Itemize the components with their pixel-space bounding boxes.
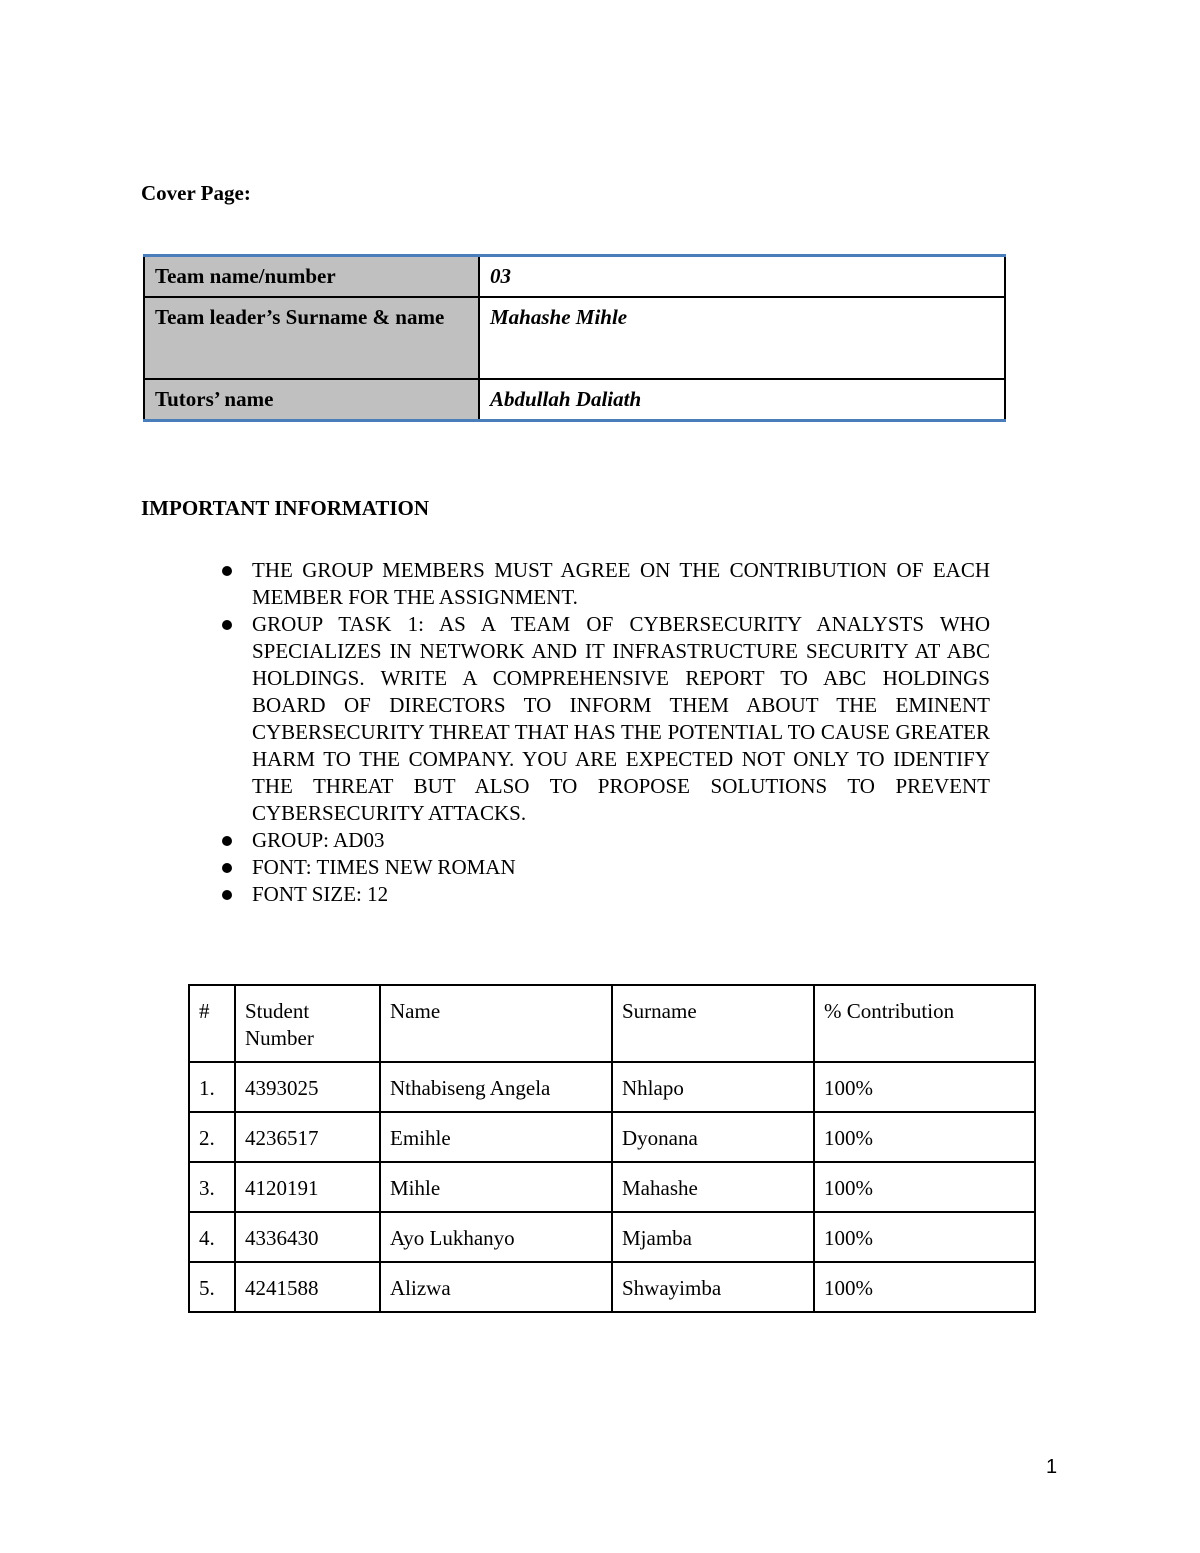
bullet-icon xyxy=(222,890,232,900)
column-header-number: # xyxy=(189,985,235,1062)
table-row xyxy=(189,1212,1035,1262)
team-name-value: 03 xyxy=(479,256,1005,298)
team-leader-label: Team leader’s Surname & name xyxy=(144,297,479,379)
bullet-icon xyxy=(222,836,232,846)
column-header-contribution: % Contribution xyxy=(814,985,1035,1062)
team-info-table xyxy=(143,254,1006,422)
table-row xyxy=(189,1162,1035,1212)
list-item xyxy=(218,557,990,611)
bullet-icon xyxy=(222,863,232,873)
table-header-row xyxy=(189,985,1035,1062)
team-info-row xyxy=(144,256,1005,298)
team-info-row xyxy=(144,297,1005,379)
list-item-text: FONT SIZE: 12 xyxy=(252,882,389,906)
team-name-label: Team name/number xyxy=(144,256,479,298)
list-item xyxy=(218,827,990,854)
column-header-student-number: Student Number xyxy=(235,985,380,1062)
student-contribution: 100% xyxy=(814,1112,1035,1162)
table-row xyxy=(189,1262,1035,1312)
student-name: Alizwa xyxy=(380,1262,612,1312)
important-information-heading: IMPORTANT INFORMATION xyxy=(141,496,430,520)
list-item-text: GROUP TASK 1: AS A TEAM OF CYBERSECURITY ANALYSTS WHO SPECIALIZES IN NETWORK AND IT INFRASTRUCTURE SECURITY AT ABC HOLDINGS. WRITE A COMPREHENSIVE REPORT TO ABC HOLDINGS BOARD OF DIRECTORS TO INFORM THEM ABOUT THE EMINENT CYBERSECURITY THREAT THAT HAS THE POTENTIAL TO CAUSE GREATER HARM TO THE COMPANY. YOU ARE EXPECTED NOT ONLY TO IDENTIFY THE THREAT BUT ALSO TO PROPOSE SOLUTIONS TO PREVENT CYBERSECURITY ATTACKS. xyxy=(252,612,990,825)
important-information-list xyxy=(218,557,990,908)
student-number: 4393025 xyxy=(235,1062,380,1112)
row-number: 2. xyxy=(189,1112,235,1162)
student-contribution: 100% xyxy=(814,1262,1035,1312)
table-row xyxy=(189,1062,1035,1112)
tutor-name-value: Abdullah Daliath xyxy=(479,379,1005,421)
row-number: 4. xyxy=(189,1212,235,1262)
student-name: Ayo Lukhanyo xyxy=(380,1212,612,1262)
row-number: 5. xyxy=(189,1262,235,1312)
list-item xyxy=(218,854,990,881)
list-item-text: GROUP: AD03 xyxy=(252,828,385,852)
student-surname: Dyonana xyxy=(612,1112,814,1162)
student-surname: Mjamba xyxy=(612,1212,814,1262)
student-contribution: 100% xyxy=(814,1162,1035,1212)
list-item xyxy=(218,881,990,908)
student-number: 4241588 xyxy=(235,1262,380,1312)
student-surname: Shwayimba xyxy=(612,1262,814,1312)
cover-page-title: Cover Page: xyxy=(141,181,251,205)
bullet-icon xyxy=(222,620,232,630)
team-info-row xyxy=(144,379,1005,421)
student-number: 4336430 xyxy=(235,1212,380,1262)
student-number: 4120191 xyxy=(235,1162,380,1212)
bullet-icon xyxy=(222,566,232,576)
student-contribution: 100% xyxy=(814,1062,1035,1112)
team-leader-value: Mahashe Mihle xyxy=(479,297,1005,379)
student-contribution: 100% xyxy=(814,1212,1035,1262)
student-name: Nthabiseng Angela xyxy=(380,1062,612,1112)
list-item-text: THE GROUP MEMBERS MUST AGREE ON THE CONTRIBUTION OF EACH MEMBER FOR THE ASSIGNMENT. xyxy=(252,558,990,609)
student-surname: Mahashe xyxy=(612,1162,814,1212)
list-item-text: FONT: TIMES NEW ROMAN xyxy=(252,855,516,879)
table-row xyxy=(189,1112,1035,1162)
column-header-name: Name xyxy=(380,985,612,1062)
list-item xyxy=(218,611,990,827)
column-header-surname: Surname xyxy=(612,985,814,1062)
student-surname: Nhlapo xyxy=(612,1062,814,1112)
student-name: Mihle xyxy=(380,1162,612,1212)
row-number: 3. xyxy=(189,1162,235,1212)
student-name: Emihle xyxy=(380,1112,612,1162)
page-number: 1 xyxy=(1046,1456,1058,1478)
tutor-name-label: Tutors’ name xyxy=(144,379,479,421)
members-contribution-table xyxy=(188,984,1036,1313)
student-number: 4236517 xyxy=(235,1112,380,1162)
row-number: 1. xyxy=(189,1062,235,1112)
